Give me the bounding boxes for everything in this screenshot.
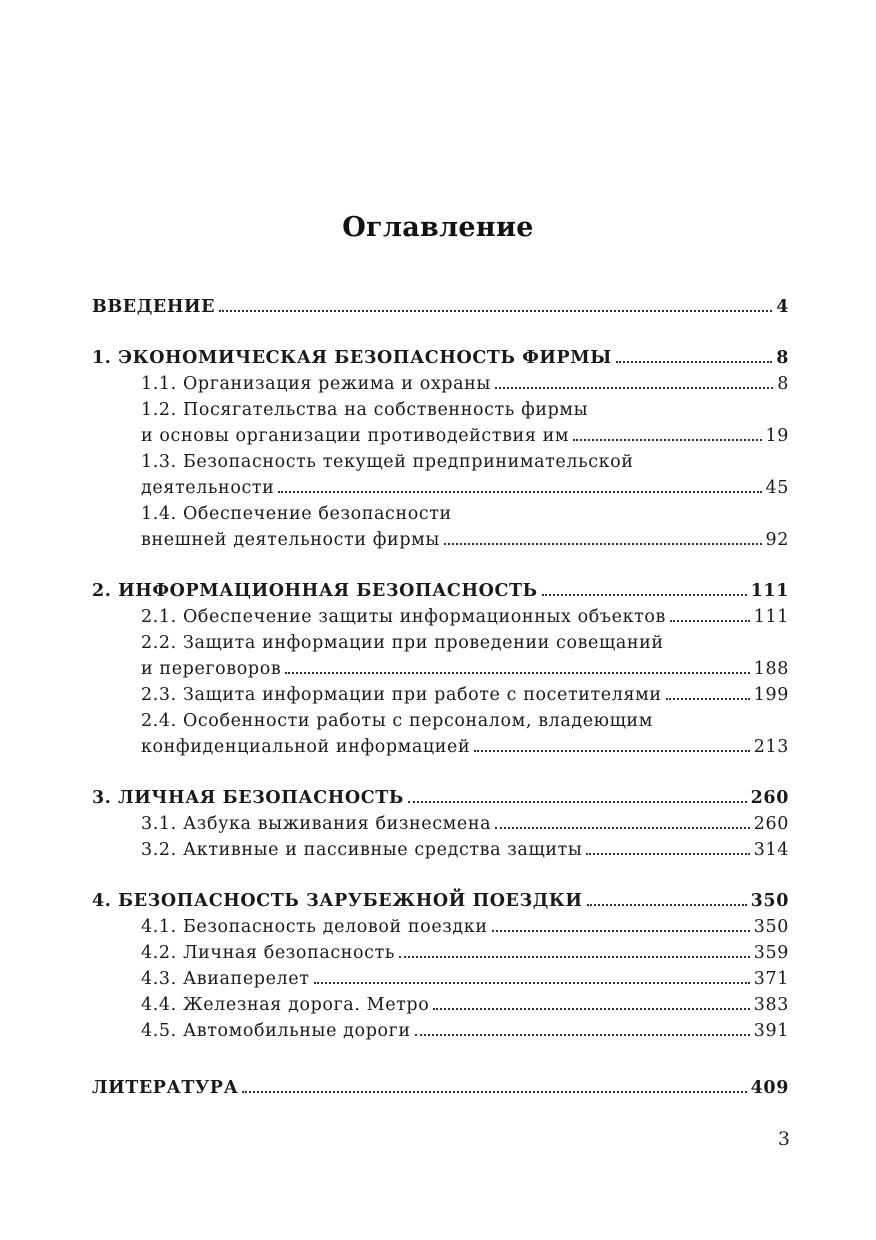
toc-section-page: 188 — [753, 659, 789, 679]
toc-section-label: внешней деятельности фирмы — [141, 530, 440, 550]
toc-section-3-2[interactable] — [92, 837, 789, 863]
toc-entry-page: 4 — [776, 297, 789, 317]
toc-section-1-2-line1[interactable]: 1.2. Посягательства на собственность фирмы — [141, 400, 589, 420]
toc-section-page: 383 — [753, 995, 789, 1015]
dot-leader — [573, 439, 761, 441]
toc-section-page: 19 — [765, 426, 789, 446]
toc-section-2-2[interactable] — [92, 656, 789, 682]
toc-section-2-3[interactable] — [92, 682, 789, 708]
toc-chapter-label: 3. ЛИЧНАЯ БЕЗОПАСНОСТЬ — [92, 788, 404, 808]
toc-entry-page: 409 — [750, 1078, 789, 1098]
toc-section-4-4[interactable] — [92, 992, 789, 1018]
toc-section-page: 260 — [753, 814, 789, 834]
toc-section-label: 3.2. Активные и пассивные средства защиты — [141, 840, 583, 860]
toc-chapter-page: 8 — [776, 348, 789, 368]
dot-leader — [219, 310, 772, 312]
toc-section-label: и основы организации противодействия им — [141, 426, 570, 446]
toc-section-label: 2.3. Защита информации при работе с посетителями — [141, 685, 662, 705]
toc-chapter-1[interactable] — [92, 345, 789, 371]
dot-leader — [616, 361, 772, 363]
toc-chapter-label: 1. ЭКОНОМИЧЕСКАЯ БЕЗОПАСНОСТЬ ФИРМЫ — [92, 348, 612, 368]
toc-section-4-3[interactable] — [92, 966, 789, 992]
dot-leader — [586, 853, 749, 855]
toc-section-4-5[interactable] — [92, 1018, 789, 1044]
toc-section-2-2-line1[interactable]: 2.2. Защита информации при проведении совещаний — [141, 633, 664, 653]
dot-leader — [542, 594, 747, 596]
toc-section-page: 314 — [753, 840, 789, 860]
dot-leader — [408, 801, 747, 803]
dot-leader — [399, 956, 750, 958]
toc-section-label: 4.2. Личная безопасность — [141, 943, 395, 963]
toc-section-page: 359 — [753, 943, 789, 963]
toc-section-label: 3.1. Азбука выживания бизнесмена — [141, 814, 492, 834]
dot-leader — [474, 750, 750, 752]
toc-section-page: 45 — [765, 478, 789, 498]
toc-chapter-label: 4. БЕЗОПАСНОСТЬ ЗАРУБЕЖНОЙ ПОЕЗДКИ — [92, 891, 583, 911]
toc-section-page: 92 — [765, 530, 789, 550]
toc-section-label: 4.4. Железная дорога. Метро — [141, 995, 430, 1015]
dot-leader — [314, 982, 750, 984]
toc-section-label: 4.1. Безопасность деловой поездки — [141, 917, 488, 937]
page-title: Оглавление — [342, 212, 534, 243]
toc-entry-label: ЛИТЕРАТУРА — [92, 1078, 239, 1098]
toc-section-1-4-line1[interactable]: 1.4. Обеспечение безопасности — [141, 504, 452, 524]
dot-leader — [587, 904, 747, 906]
dot-leader — [242, 1091, 746, 1093]
toc-section-label: и переговоров — [141, 659, 282, 679]
toc-section-1-3[interactable] — [92, 475, 789, 501]
dot-leader — [285, 672, 750, 674]
toc-section-2-4[interactable] — [92, 734, 789, 760]
toc-section-page: 371 — [753, 969, 789, 989]
toc-entry-label: ВВЕДЕНИЕ — [92, 297, 216, 317]
toc-section-1-2[interactable] — [92, 423, 789, 449]
toc-section-label: 4.5. Автомобильные дороги — [141, 1021, 411, 1041]
toc-chapter-2[interactable] — [92, 578, 789, 604]
toc-section-3-1[interactable] — [92, 811, 789, 837]
dot-leader — [666, 698, 750, 700]
toc-chapter-page: 350 — [750, 891, 789, 911]
toc-section-page: 391 — [753, 1021, 789, 1041]
toc-section-2-1[interactable] — [92, 604, 789, 630]
toc-chapter-4[interactable] — [92, 888, 789, 914]
toc-section-label: 4.3. Авиаперелет — [141, 969, 310, 989]
dot-leader — [492, 930, 750, 932]
dot-leader — [670, 620, 750, 622]
dot-leader — [495, 387, 773, 389]
toc-chapter-page: 260 — [750, 788, 789, 808]
toc-section-1-1[interactable] — [92, 371, 789, 397]
dot-leader — [433, 1008, 749, 1010]
toc-section-label: 2.1. Обеспечение защиты информационных объектов — [141, 607, 666, 627]
dot-leader — [444, 543, 762, 545]
dot-leader — [415, 1034, 750, 1036]
table-of-contents — [92, 294, 789, 1101]
toc-section-page: 8 — [777, 374, 789, 394]
toc-section-page: 111 — [753, 607, 789, 627]
toc-section-page: 350 — [753, 917, 789, 937]
toc-section-1-3-line1[interactable]: 1.3. Безопасность текущей предпринимательской — [141, 452, 634, 472]
toc-section-page: 213 — [753, 737, 789, 757]
dot-leader — [495, 827, 750, 829]
toc-chapter-3[interactable] — [92, 785, 789, 811]
toc-entry-literature[interactable] — [92, 1075, 789, 1101]
toc-entry-introduction[interactable] — [92, 294, 789, 320]
page-number: 3 — [777, 1128, 790, 1150]
toc-section-4-1[interactable] — [92, 914, 789, 940]
toc-section-4-2[interactable] — [92, 940, 789, 966]
toc-chapter-label: 2. ИНФОРМАЦИОННАЯ БЕЗОПАСНОСТЬ — [92, 581, 538, 601]
toc-section-label: 1.1. Организация режима и охраны — [141, 374, 491, 394]
toc-chapter-page: 111 — [750, 581, 789, 601]
toc-section-page: 199 — [753, 685, 789, 705]
toc-section-2-4-line1[interactable]: 2.4. Особенности работы с персоналом, владеющим — [141, 711, 653, 731]
dot-leader — [278, 491, 761, 493]
toc-section-label: деятельности — [141, 478, 275, 498]
toc-section-1-4[interactable] — [92, 527, 789, 553]
toc-section-label: конфиденциальной информацией — [141, 737, 471, 757]
